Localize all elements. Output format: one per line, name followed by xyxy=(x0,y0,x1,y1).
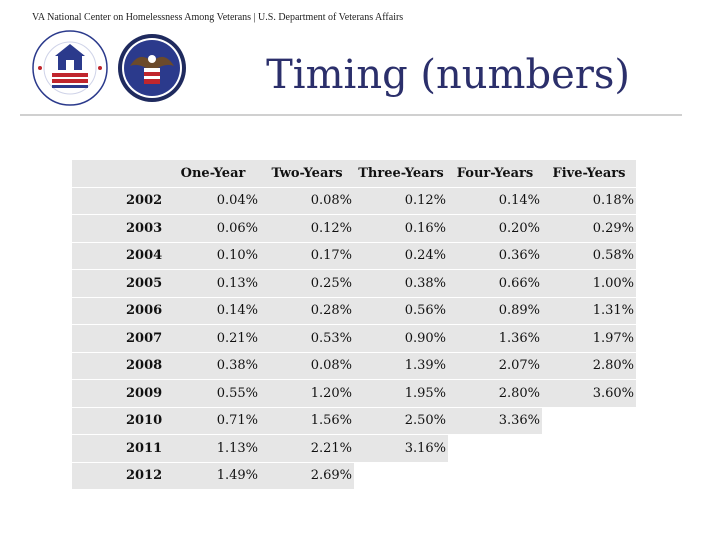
table-cell: 0.38% xyxy=(166,352,260,380)
table-row xyxy=(72,325,636,353)
table-cell xyxy=(448,435,542,463)
table-cell xyxy=(542,407,636,435)
table-cell: 3.60% xyxy=(542,380,636,408)
table-cell: 2.50% xyxy=(354,407,448,435)
table-row xyxy=(72,352,636,380)
table-cell: 0.20% xyxy=(448,215,542,243)
row-year: 2005 xyxy=(72,270,166,298)
table-cell xyxy=(448,462,542,490)
table-cell: 0.08% xyxy=(260,352,354,380)
table-cell: 0.53% xyxy=(260,325,354,353)
table-cell: 0.24% xyxy=(354,242,448,270)
row-year: 2004 xyxy=(72,242,166,270)
column-header xyxy=(72,160,166,187)
header-breadcrumb: VA National Center on Homelessness Among Veterans | U.S. Department of Veterans Affairs xyxy=(32,12,404,23)
table-cell: 3.16% xyxy=(354,435,448,463)
table-cell: 0.90% xyxy=(354,325,448,353)
table-cell: 1.97% xyxy=(542,325,636,353)
divider xyxy=(20,114,682,116)
table-cell: 2.07% xyxy=(448,352,542,380)
nchav-seal-icon xyxy=(30,28,110,108)
table-cell: 1.13% xyxy=(166,435,260,463)
timing-table-container xyxy=(72,160,636,490)
row-year: 2012 xyxy=(72,462,166,490)
column-header: Four-Years xyxy=(448,160,542,187)
column-header: Five-Years xyxy=(542,160,636,187)
table-row xyxy=(72,297,636,325)
table-cell: 0.14% xyxy=(448,187,542,215)
table-cell: 0.21% xyxy=(166,325,260,353)
table-cell: 0.17% xyxy=(260,242,354,270)
table-cell xyxy=(542,462,636,490)
row-year: 2003 xyxy=(72,215,166,243)
row-year: 2002 xyxy=(72,187,166,215)
table-cell: 3.36% xyxy=(448,407,542,435)
table-cell: 0.08% xyxy=(260,187,354,215)
page-title: Timing (numbers) xyxy=(266,52,630,98)
table-cell: 1.31% xyxy=(542,297,636,325)
table-row xyxy=(72,215,636,243)
table-cell: 0.13% xyxy=(166,270,260,298)
table-cell: 1.36% xyxy=(448,325,542,353)
table-cell: 0.55% xyxy=(166,380,260,408)
table-cell: 2.21% xyxy=(260,435,354,463)
table-cell xyxy=(542,435,636,463)
table-row xyxy=(72,270,636,298)
row-year: 2009 xyxy=(72,380,166,408)
table-header-row xyxy=(72,160,636,187)
timing-table xyxy=(72,160,636,490)
row-year: 2010 xyxy=(72,407,166,435)
table-cell: 0.14% xyxy=(166,297,260,325)
table-cell: 1.95% xyxy=(354,380,448,408)
va-seal-icon xyxy=(116,28,188,108)
row-year: 2006 xyxy=(72,297,166,325)
column-header: Three-Years xyxy=(354,160,448,187)
table-cell: 0.06% xyxy=(166,215,260,243)
table-cell: 0.56% xyxy=(354,297,448,325)
table-cell: 0.10% xyxy=(166,242,260,270)
column-header: One-Year xyxy=(166,160,260,187)
table-cell: 0.89% xyxy=(448,297,542,325)
table-cell: 1.56% xyxy=(260,407,354,435)
table-row xyxy=(72,187,636,215)
table-cell: 0.29% xyxy=(542,215,636,243)
table-cell: 0.36% xyxy=(448,242,542,270)
table-cell: 0.25% xyxy=(260,270,354,298)
table-row xyxy=(72,462,636,490)
table-cell: 0.71% xyxy=(166,407,260,435)
table-cell: 0.12% xyxy=(354,187,448,215)
table-cell: 2.69% xyxy=(260,462,354,490)
table-cell: 1.20% xyxy=(260,380,354,408)
table-cell: 0.38% xyxy=(354,270,448,298)
table-cell: 1.49% xyxy=(166,462,260,490)
table-cell xyxy=(354,462,448,490)
table-cell: 0.16% xyxy=(354,215,448,243)
table-cell: 2.80% xyxy=(542,352,636,380)
table-row xyxy=(72,435,636,463)
table-cell: 0.12% xyxy=(260,215,354,243)
row-year: 2011 xyxy=(72,435,166,463)
table-cell: 0.18% xyxy=(542,187,636,215)
row-year: 2008 xyxy=(72,352,166,380)
table-cell: 1.39% xyxy=(354,352,448,380)
table-cell: 0.28% xyxy=(260,297,354,325)
table-row xyxy=(72,242,636,270)
table-cell: 0.58% xyxy=(542,242,636,270)
table-cell: 0.66% xyxy=(448,270,542,298)
row-year: 2007 xyxy=(72,325,166,353)
table-cell: 2.80% xyxy=(448,380,542,408)
table-row xyxy=(72,407,636,435)
table-row xyxy=(72,380,636,408)
table-cell: 1.00% xyxy=(542,270,636,298)
table-cell: 0.04% xyxy=(166,187,260,215)
column-header: Two-Years xyxy=(260,160,354,187)
